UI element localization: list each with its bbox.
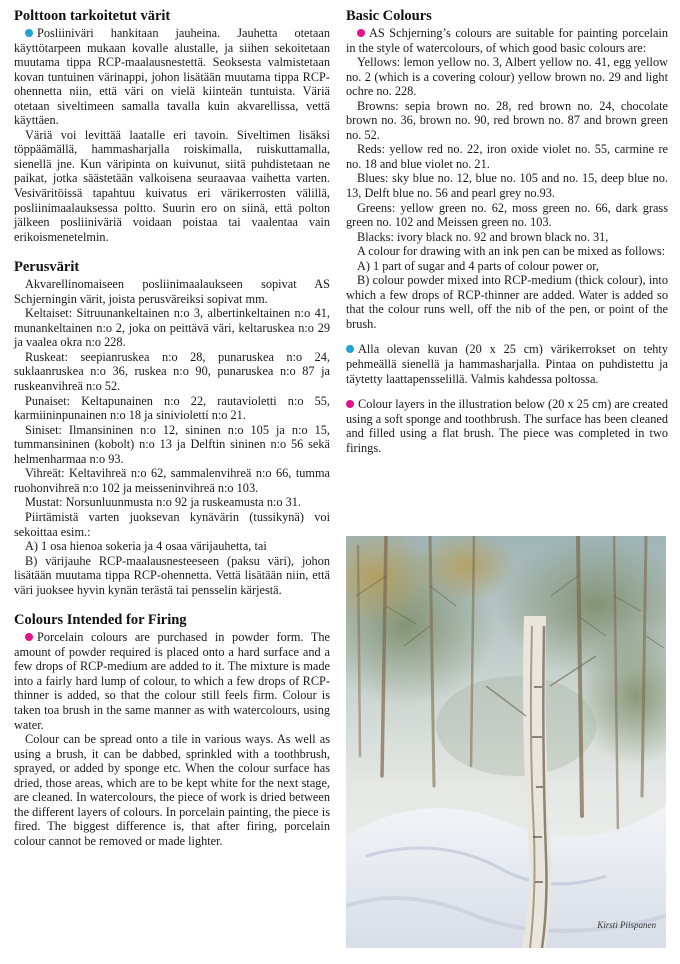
perus-greens: Vihreät: Keltavihreä n:o 62, sammalenvihreä n:o 66, tumma ruohonvihreä n:o 102 ja meisseninvihreä n:o 103. — [14, 466, 330, 495]
perus-heading: Perusvärit — [14, 259, 80, 276]
basic-option-b: B) colour powder mixed into RCP-medium (thick colour), into which a few drops of RCP-thinner are added. Water is added so that the colour runs well, off the nib of the pen, or point of the brush. — [346, 273, 668, 331]
caption-en: Colour layers in the illustration below (20 x 25 cm) are created using a soft sponge and toothbrush. The surface has been cleaned and filled using a flat brush. The piece was completed in two firings. — [346, 397, 668, 455]
caption-fi: Alla olevan kuvan (20 x 25 cm) värikerrokset on tehty pehmeällä sienellä ja hammasharjalla. Pintaa on puhdistettu ja täytetty laattapensselillä. Valmis kahdessa poltossa. — [346, 342, 668, 386]
fi-heading: Polttoon tarkoitetut värit — [14, 8, 171, 24]
left-column — [14, 8, 330, 848]
perus-blacks: Mustat: Norsunluunmusta n:o 92 ja ruskeamusta n:o 31. — [25, 495, 301, 510]
basic-pen: A colour for drawing with an ink pen can be mixed as follows: — [357, 244, 666, 259]
perus-pen: Piirtämistä varten juoksevan kynävärin (tussikynä) voi sekoittaa esim.: — [14, 509, 330, 539]
fi-paragraph-2: Väriä voi levittää laatalle eri tavoin. Siveltimen lisäksi töppäämällä, hammasharjalla roiskimalla, ruiskuttamalla, sienellä jne. Kun väripinta on kuivunut, siitä puhdistetaan ne paikat, jotka säästetään valkoisena seuraavaa vaihetta varten. Vesiväritöissä tapahtuu kuivatus eri värikerrosten välillä, posliinimaalauksessa poltto. Suurin ero on siinä, että polton jälkeen posliiniväriä voidaan poistaa tai vaalentaa vain erikoismenetelmin. — [14, 127, 330, 244]
magenta-bullet-icon — [346, 400, 354, 408]
basic-reds: Reds: yellow red no. 22, iron oxide violet no. 55, carmine re no. 18 and blue violet no. 21. — [346, 142, 668, 171]
winter-forest-painting — [346, 536, 666, 948]
perus-option-b: B) värijauhe RCP-maalausnesteeseen (paksu väri), johon lisätään muutama tippa RCP-ohennetta. Vettä lisätään niin, että väri juoksee hyvin kynän terästä tai pensselin kärjestä. — [14, 553, 330, 597]
perus-blues: Siniset: Ilmansininen n:o 12, sininen n:o 105 ja n:o 15, tummansininen (kobolt) n:o 13 ja Delftin sininen n:o 56 sekä helmenharmaa n:o 93. — [14, 422, 330, 466]
basic-yellows: Yellows: lemon yellow no. 3, Albert yellow no. 41, egg yellow no. 2 (which is a covering colour) yellow brown no. 29 and light ochre no. 228. — [346, 55, 668, 99]
perus-reds: Punaiset: Keltapunainen n:o 22, rautavioletti n:o 55, karmiininpunainen n:o 18 ja siniviolettí n:o 21. — [14, 393, 330, 423]
en-paragraph-1: Porcelain colours are purchased in powder form. The amount of powder required is placed onto a hard surface and a few drops of RCP-medium are added to it. The mixture is made into a fairly hard lump of colour, to which a few drops of RCP-thinner is added, so that the colour still feels firm. Colour is taken toa brush in the same manner as with watercolours, using water. — [14, 630, 330, 732]
basic-intro: AS Schjerning’s colours are suitable for painting porcelain in the style of watercolours, of which good basic colours are: — [346, 26, 668, 55]
magenta-bullet-icon — [357, 29, 365, 37]
basic-browns: Browns: sepia brown no. 28, red brown no. 24, chocolate brown no. 36, brown no. 90, red brown no. 87 and brown green no. 52. — [346, 98, 668, 142]
basic-option-a: A) 1 part of sugar and 4 parts of colour power or, — [357, 258, 599, 273]
painting-signature: Kirsti Piispanen — [597, 920, 656, 930]
basic-blues: Blues: sky blue no. 12, blue no. 105 and no. 15, deep blue no. 13, Delft blue no. 56 and pearl grey no.93. — [346, 171, 668, 201]
en-paragraph-2: Colour can be spread onto a tile in various ways. As well as using a brush, it can be dabbed, sprinkled with a toothbrush, sprayed, or added by sponge etc. When the colour surface has dried, those areas, which are to be kept white for the next stage, are cleaned. In watercolours, the piece of work is dried between the different layers of colours. In porcelain painting, the piece is fired. The biggest difference is, that after firing, porcelain colour cannot be removed or made lighter. — [14, 732, 330, 848]
perus-yellows: Keltaiset: Sitruunankeltainen n:o 3, albertinkeltainen n:o 41, munankeltainen n:o 2, joka on peittävä väri, keltaruskea n:o 29 ja vaalea okra n:o 228. — [14, 306, 330, 350]
cyan-bullet-icon — [346, 345, 354, 353]
magenta-bullet-icon — [25, 633, 33, 641]
perus-browns: Ruskeat: seepianruskea n:o 28, punaruskea n:o 24, suklaanruskea n:o 36, ruskea n:o 90, punaruskea n:o 87 ja ruskeanvihreä n:o 52. — [14, 349, 330, 394]
basic-heading: Basic Colours — [346, 8, 432, 24]
perus-intro: Akvarellinomaiseen posliinimaalaukseen sopivat AS Schjerningin värit, joista perusväreiksi sopivat mm. — [14, 277, 330, 306]
basic-blacks: Blacks: ivory black no. 92 and brown black no. 31, — [357, 229, 609, 244]
basic-greens: Greens: yellow green no. 62, moss green no. 66, dark grass green no. 102 and Meissen green no. 103. — [346, 200, 668, 230]
en-heading: Colours Intended for Firing — [14, 612, 187, 629]
perus-option-a: A) 1 osa hienoa sokeria ja 4 osaa värijauhetta, tai — [25, 539, 267, 554]
fi-paragraph-1: Posliiniväri hankitaan jauheina. Jauhetta otetaan käyttötarpeen mukaan kovalle alustalle, ja siihen sekoitetaan muutama tippa RCP-maalausnestettä. Seoksesta valmistetaan kovan tuntuinen värinappi, johon lisätään muutama tippa RCP-ohennetta niin, että väri on vielä kiinteän tuntuista. Väriä otetaan siveltimeen samalla tavalla kuin akvarellissa, vettä käyttäen. — [14, 26, 330, 128]
cyan-bullet-icon — [25, 29, 33, 37]
right-column — [346, 8, 668, 455]
